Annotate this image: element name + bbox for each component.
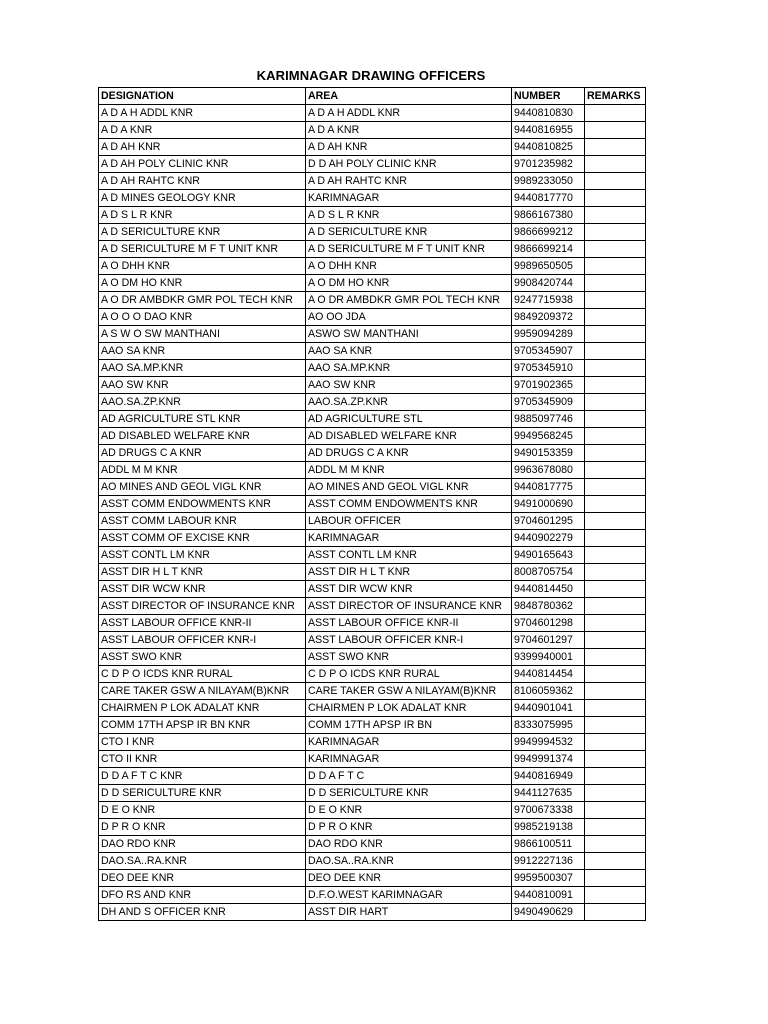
area-cell: AAO SW KNR [306, 377, 512, 394]
remarks-cell [585, 411, 646, 428]
table-row [99, 445, 646, 462]
remarks-cell [585, 496, 646, 513]
number-cell: 9701235982 [512, 156, 585, 173]
number-cell: 9866167380 [512, 207, 585, 224]
number-cell: 9491000690 [512, 496, 585, 513]
remarks-cell [585, 700, 646, 717]
area-cell: D.F.O.WEST KARIMNAGAR [306, 887, 512, 904]
area-cell: ADDL M M KNR [306, 462, 512, 479]
designation-cell: D P R O KNR [99, 819, 306, 836]
area-cell: A D A H ADDL KNR [306, 105, 512, 122]
remarks-cell [585, 530, 646, 547]
table-row [99, 700, 646, 717]
number-cell: 9440810091 [512, 887, 585, 904]
designation-cell: CTO I KNR [99, 734, 306, 751]
table-row [99, 547, 646, 564]
table-row [99, 122, 646, 139]
area-cell: KARIMNAGAR [306, 734, 512, 751]
remarks-cell [585, 224, 646, 241]
area-cell: A D AH KNR [306, 139, 512, 156]
area-cell: ASST COMM ENDOWMENTS KNR [306, 496, 512, 513]
number-cell: 9866699214 [512, 241, 585, 258]
number-cell: 9959500307 [512, 870, 585, 887]
number-cell: 9490490629 [512, 904, 585, 921]
table-row [99, 258, 646, 275]
area-cell: ASST DIR WCW KNR [306, 581, 512, 598]
table-row [99, 190, 646, 207]
number-cell: 9440817770 [512, 190, 585, 207]
area-cell: KARIMNAGAR [306, 190, 512, 207]
table-row [99, 292, 646, 309]
table-row [99, 428, 646, 445]
designation-cell: A D AH KNR [99, 139, 306, 156]
designation-cell: A D SERICULTURE M F T UNIT KNR [99, 241, 306, 258]
remarks-cell [585, 734, 646, 751]
designation-cell: DAO.SA..RA.KNR [99, 853, 306, 870]
area-cell: ASST DIR H L T KNR [306, 564, 512, 581]
area-cell: D D AH POLY CLINIC KNR [306, 156, 512, 173]
table-row [99, 462, 646, 479]
area-cell: AD DRUGS C A KNR [306, 445, 512, 462]
table-row [99, 377, 646, 394]
table-row [99, 853, 646, 870]
area-cell: A D SERICULTURE KNR [306, 224, 512, 241]
area-cell: AO OO JDA [306, 309, 512, 326]
remarks-cell [585, 122, 646, 139]
remarks-cell [585, 258, 646, 275]
number-cell: 9247715938 [512, 292, 585, 309]
number-cell: 9705345909 [512, 394, 585, 411]
table-row [99, 394, 646, 411]
remarks-cell [585, 190, 646, 207]
table-row [99, 632, 646, 649]
number-cell: 9912227136 [512, 853, 585, 870]
number-cell: 9848780362 [512, 598, 585, 615]
number-cell: 9963678080 [512, 462, 585, 479]
remarks-cell [585, 666, 646, 683]
table-row [99, 496, 646, 513]
number-cell: 9985219138 [512, 819, 585, 836]
designation-cell: ADDL M M KNR [99, 462, 306, 479]
number-cell: 9908420744 [512, 275, 585, 292]
designation-cell: ASST COMM LABOUR KNR [99, 513, 306, 530]
number-cell: 9440901041 [512, 700, 585, 717]
area-cell: ASST CONTL LM KNR [306, 547, 512, 564]
number-cell: 9959094289 [512, 326, 585, 343]
area-cell: KARIMNAGAR [306, 751, 512, 768]
table-row [99, 717, 646, 734]
designation-cell: CTO II KNR [99, 751, 306, 768]
designation-cell: ASST DIR WCW KNR [99, 581, 306, 598]
remarks-cell [585, 649, 646, 666]
table-row [99, 615, 646, 632]
area-cell: A D AH RAHTC KNR [306, 173, 512, 190]
remarks-cell [585, 139, 646, 156]
remarks-cell [585, 343, 646, 360]
designation-cell: AD AGRICULTURE STL KNR [99, 411, 306, 428]
remarks-cell [585, 105, 646, 122]
designation-cell: ASST LABOUR OFFICE KNR-II [99, 615, 306, 632]
designation-cell: ASST COMM ENDOWMENTS KNR [99, 496, 306, 513]
area-cell: KARIMNAGAR [306, 530, 512, 547]
designation-cell: ASST CONTL LM KNR [99, 547, 306, 564]
number-cell: 9440814450 [512, 581, 585, 598]
area-cell: D P R O KNR [306, 819, 512, 836]
designation-cell: A O O O DAO KNR [99, 309, 306, 326]
remarks-cell [585, 394, 646, 411]
area-cell: DEO DEE KNR [306, 870, 512, 887]
remarks-cell [585, 445, 646, 462]
designation-cell: A S W O SW MANTHANI [99, 326, 306, 343]
table-row [99, 751, 646, 768]
table-row [99, 326, 646, 343]
area-cell: COMM 17TH APSP IR BN [306, 717, 512, 734]
number-cell: 9440816949 [512, 768, 585, 785]
number-cell: 9705345910 [512, 360, 585, 377]
designation-cell: AAO SA KNR [99, 343, 306, 360]
area-cell: ASST DIRECTOR OF INSURANCE KNR [306, 598, 512, 615]
area-cell: DAO.SA..RA.KNR [306, 853, 512, 870]
number-cell: 9441127635 [512, 785, 585, 802]
designation-cell: DEO DEE KNR [99, 870, 306, 887]
designation-cell: ASST LABOUR OFFICER KNR-I [99, 632, 306, 649]
designation-cell: C D P O ICDS KNR RURAL [99, 666, 306, 683]
header-area: AREA [306, 88, 512, 105]
number-cell: 9440810830 [512, 105, 585, 122]
area-cell: A D A KNR [306, 122, 512, 139]
designation-cell: DFO RS AND KNR [99, 887, 306, 904]
designation-cell: AO MINES AND GEOL VIGL KNR [99, 479, 306, 496]
designation-cell: D D A F T C KNR [99, 768, 306, 785]
number-cell: 9949991374 [512, 751, 585, 768]
area-cell: AAO.SA.ZP.KNR [306, 394, 512, 411]
table-row [99, 513, 646, 530]
remarks-cell [585, 173, 646, 190]
area-cell: LABOUR OFFICER [306, 513, 512, 530]
remarks-cell [585, 462, 646, 479]
designation-cell: D E O KNR [99, 802, 306, 819]
number-cell: 9490153359 [512, 445, 585, 462]
number-cell: 9866699212 [512, 224, 585, 241]
table-row [99, 564, 646, 581]
area-cell: A O DHH KNR [306, 258, 512, 275]
table-row [99, 156, 646, 173]
designation-cell: AAO SW KNR [99, 377, 306, 394]
sheet-title: KARIMNAGAR DRAWING OFFICERS [256, 68, 486, 83]
table-row [99, 802, 646, 819]
number-cell: 8106059362 [512, 683, 585, 700]
designation-cell: ASST DIRECTOR OF INSURANCE KNR [99, 598, 306, 615]
header-row [99, 88, 646, 105]
table-row [99, 207, 646, 224]
number-cell: 9440817775 [512, 479, 585, 496]
area-cell: A O DM HO KNR [306, 275, 512, 292]
designation-cell: CHAIRMEN P LOK ADALAT KNR [99, 700, 306, 717]
table-row [99, 139, 646, 156]
designation-cell: AAO.SA.ZP.KNR [99, 394, 306, 411]
remarks-cell [585, 870, 646, 887]
remarks-cell [585, 581, 646, 598]
remarks-cell [585, 156, 646, 173]
number-cell: 9440902279 [512, 530, 585, 547]
number-cell: 8333075995 [512, 717, 585, 734]
area-cell: DAO RDO KNR [306, 836, 512, 853]
designation-cell: DH AND S OFFICER KNR [99, 904, 306, 921]
table-row [99, 309, 646, 326]
table-row [99, 785, 646, 802]
remarks-cell [585, 768, 646, 785]
area-cell: AAO SA.MP.KNR [306, 360, 512, 377]
designation-cell: COMM 17TH APSP IR BN KNR [99, 717, 306, 734]
remarks-cell [585, 836, 646, 853]
area-cell: CHAIRMEN P LOK ADALAT KNR [306, 700, 512, 717]
area-cell: AD AGRICULTURE STL [306, 411, 512, 428]
table-row [99, 241, 646, 258]
designation-cell: CARE TAKER GSW A NILAYAM(B)KNR [99, 683, 306, 700]
table-row [99, 683, 646, 700]
designation-cell: ASST DIR H L T KNR [99, 564, 306, 581]
area-cell: A D SERICULTURE M F T UNIT KNR [306, 241, 512, 258]
table-row [99, 649, 646, 666]
area-cell: ASST LABOUR OFFICE KNR-II [306, 615, 512, 632]
table-row [99, 870, 646, 887]
designation-cell: D D SERICULTURE KNR [99, 785, 306, 802]
designation-cell: A D AH POLY CLINIC KNR [99, 156, 306, 173]
table-row [99, 768, 646, 785]
number-cell: 8008705754 [512, 564, 585, 581]
area-cell: D E O KNR [306, 802, 512, 819]
number-cell: 9704601295 [512, 513, 585, 530]
area-cell: C D P O ICDS KNR RURAL [306, 666, 512, 683]
area-cell: A D S L R KNR [306, 207, 512, 224]
table-row [99, 819, 646, 836]
remarks-cell [585, 751, 646, 768]
area-cell: AO MINES AND GEOL VIGL KNR [306, 479, 512, 496]
designation-cell: A D S L R KNR [99, 207, 306, 224]
table-row [99, 836, 646, 853]
table-row [99, 734, 646, 751]
table-row [99, 360, 646, 377]
remarks-cell [585, 683, 646, 700]
designation-cell: ASST SWO KNR [99, 649, 306, 666]
table-row [99, 598, 646, 615]
table-row [99, 343, 646, 360]
designation-cell: A O DHH KNR [99, 258, 306, 275]
area-cell: CARE TAKER GSW A NILAYAM(B)KNR [306, 683, 512, 700]
remarks-cell [585, 564, 646, 581]
designation-cell: AD DRUGS C A KNR [99, 445, 306, 462]
area-cell: AAO SA KNR [306, 343, 512, 360]
remarks-cell [585, 615, 646, 632]
area-cell: A O DR AMBDKR GMR POL TECH KNR [306, 292, 512, 309]
number-cell: 9490165643 [512, 547, 585, 564]
remarks-cell [585, 428, 646, 445]
remarks-cell [585, 547, 646, 564]
designation-cell: A O DR AMBDKR GMR POL TECH KNR [99, 292, 306, 309]
area-cell: D D A F T C [306, 768, 512, 785]
table-row [99, 224, 646, 241]
remarks-cell [585, 479, 646, 496]
number-cell: 9440810825 [512, 139, 585, 156]
remarks-cell [585, 717, 646, 734]
number-cell: 9885097746 [512, 411, 585, 428]
remarks-cell [585, 377, 646, 394]
area-cell: ASWO SW MANTHANI [306, 326, 512, 343]
area-cell: AD DISABLED WELFARE KNR [306, 428, 512, 445]
table-row [99, 411, 646, 428]
designation-cell: ASST COMM OF EXCISE KNR [99, 530, 306, 547]
number-cell: 9949994532 [512, 734, 585, 751]
number-cell: 9440816955 [512, 122, 585, 139]
remarks-cell [585, 853, 646, 870]
designation-cell: A D MINES GEOLOGY KNR [99, 190, 306, 207]
header-remarks: REMARKS [585, 88, 646, 105]
remarks-cell [585, 360, 646, 377]
number-cell: 9989650505 [512, 258, 585, 275]
designation-cell: DAO RDO KNR [99, 836, 306, 853]
designation-cell: A D A KNR [99, 122, 306, 139]
remarks-cell [585, 819, 646, 836]
header-designation: DESIGNATION [99, 88, 306, 105]
header-number: NUMBER [512, 88, 585, 105]
number-cell: 9704601298 [512, 615, 585, 632]
table-row [99, 666, 646, 683]
remarks-cell [585, 887, 646, 904]
number-cell: 9849209372 [512, 309, 585, 326]
remarks-cell [585, 904, 646, 921]
table-row [99, 904, 646, 921]
table-row [99, 530, 646, 547]
area-cell: ASST LABOUR OFFICER KNR-I [306, 632, 512, 649]
table-row [99, 479, 646, 496]
number-cell: 9701902365 [512, 377, 585, 394]
table-row [99, 275, 646, 292]
area-cell: ASST SWO KNR [306, 649, 512, 666]
table-row [99, 887, 646, 904]
remarks-cell [585, 326, 646, 343]
remarks-cell [585, 241, 646, 258]
number-cell: 9705345907 [512, 343, 585, 360]
designation-cell: A D SERICULTURE KNR [99, 224, 306, 241]
remarks-cell [585, 632, 646, 649]
designation-cell: A O DM HO KNR [99, 275, 306, 292]
remarks-cell [585, 598, 646, 615]
number-cell: 9440814454 [512, 666, 585, 683]
area-cell: D D SERICULTURE KNR [306, 785, 512, 802]
table-row [99, 105, 646, 122]
remarks-cell [585, 292, 646, 309]
remarks-cell [585, 513, 646, 530]
remarks-cell [585, 785, 646, 802]
number-cell: 9989233050 [512, 173, 585, 190]
area-cell: ASST DIR HART [306, 904, 512, 921]
remarks-cell [585, 309, 646, 326]
table-row [99, 581, 646, 598]
designation-cell: AAO SA.MP.KNR [99, 360, 306, 377]
remarks-cell [585, 207, 646, 224]
remarks-cell [585, 802, 646, 819]
designation-cell: A D AH RAHTC KNR [99, 173, 306, 190]
table-row [99, 173, 646, 190]
designation-cell: AD DISABLED WELFARE KNR [99, 428, 306, 445]
designation-cell: A D A H ADDL KNR [99, 105, 306, 122]
number-cell: 9949568245 [512, 428, 585, 445]
number-cell: 9700673338 [512, 802, 585, 819]
remarks-cell [585, 275, 646, 292]
number-cell: 9704601297 [512, 632, 585, 649]
number-cell: 9866100511 [512, 836, 585, 853]
number-cell: 9399940001 [512, 649, 585, 666]
officers-table [98, 87, 646, 921]
